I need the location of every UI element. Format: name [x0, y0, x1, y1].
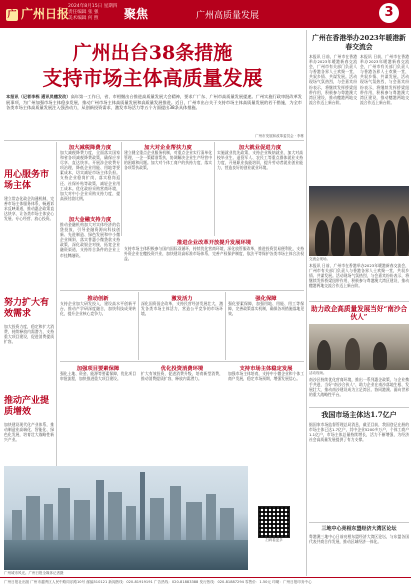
column-2-text: 推动金融机构加大对实体经济的信贷投放，引导金融资源向科技创新、先进制造、绿色发展和中小微企业倾斜，落实普惠小微贷款支持政策，深化政银企对接，拓宽企业融资渠道，支持符合条件的企业上市挂牌融资。: [60, 222, 120, 258]
sidebar-text-1: 建立常态化政企沟通机制，完善市场主体服务体系，畅通诉求反映渠道，推动惠企政策直达快享，让各类市场主体安心发展、专心经营、放心投资。: [4, 196, 54, 222]
column-3-heading: 加大对企业帮扶力度: [144, 145, 192, 151]
story-4-text: 粤港澳三地中心日前亮相东盟经济大湾区论坛，与东盟各国代表共商合作发展，推动区域经济一体化。: [309, 534, 409, 545]
bottom-2-text: 扩大有效投资，促进消费升级，培育新型消费，推动消费提质扩容，释放内需潜力。: [141, 371, 223, 382]
divider: [60, 290, 304, 291]
sub-1-text: 支持企业加大研发投入，建设高水平创新平台，推动产学研深度融合，加快科技成果转化，提升企业核心竞争力。: [60, 301, 136, 317]
sub-2-text: 深化国资国企改革，支持民营经济发展壮大，激发各类市场主体活力，营造公平竞争的市场环境。: [141, 301, 223, 317]
story-1-text-cont: 本报讯 日前，广州市在香港举办2023年暖港新春交流会，广州市有关部门负责人与香港各界人士欢聚一堂，共叙乡情、共谋发展。活动现场气氛热烈，与会嘉宾纷纷表示，将继续发挥桥梁纽带作用，积极参与粤港澳大湾区建设，推动穗港两地交流合作迈上新台阶。: [309, 263, 409, 289]
city-photo-caption: 广州城市风光。广州日报全媒体记者摄: [4, 571, 64, 575]
bottom-3-text: 加强市场主体培育，支持中小微企业和个体工商户发展，稳定市场预期，增强发展信心。: [228, 371, 304, 382]
sidebar-title-2: 努力扩大有效需求: [4, 298, 50, 319]
story-2-text: 南沙区持续优化营商环境，推出一系列惠企政策，与企业携手共进，当好“南沙合伙人”，助力企业在南沙落地生根、发展壮大，推动南沙建设成为立足湾区、协同港澳、面向世界的重大战略性平台。: [309, 377, 409, 398]
sub-2-heading: 激发活力: [171, 296, 193, 302]
story-3-text: 据国家市场监督管理总局消息，截至目前，我国登记在册的市场主体已达1.7亿户，其中企业5200多万户，个体工商户1.1亿户，市场主体总量持续增长，活力不断增强，为经济社会高质量发展提供了有力支撑。: [309, 422, 409, 443]
logo-badge-icon: 广: [7, 9, 17, 20]
divider: [4, 140, 304, 141]
right-column-divider: [306, 30, 307, 576]
middle-heading: 推进企业改革开放提升发展环境: [176, 240, 252, 246]
column-1-text: 加大减税降费力度，全面落实国家和省各项减税降费政策，确保应享尽享、直达快享。开展涉企收费专项治理，降低企业用能、用地等要素成本，切实减轻市场主体负担。支持企业稳岗扩岗，落实稳岗返还、社保补贴等政策，减轻企业用工成本。优化政府采购营商环境，加大对中小企业采购支持力度，提高预付款比例。: [60, 150, 120, 201]
bottom-1-text: 强化土地、资金、能源等要素保障，优化项目审批流程，加快推进重大项目建设。: [60, 371, 136, 382]
page-number: 3: [379, 3, 399, 23]
lead-byline: 本报讯（记者李栋 通讯员穗发改）: [6, 94, 71, 99]
column-1-heading: 加大减税降费力度: [68, 145, 112, 151]
bottom-1-heading: 加强项目要素保障: [76, 366, 120, 372]
masthead-editor: 责任编辑 张 强: [68, 10, 99, 15]
divider: [309, 407, 409, 408]
qr-code-icon: [258, 506, 290, 538]
column-divider: [121, 142, 122, 236]
story-1-title: 广州在香港举办2023年暖港新春交流会: [312, 34, 406, 51]
column-divider: [225, 292, 226, 360]
lead-paragraph: [6, 94, 302, 134]
sidebar-text-3: 加快建设现代化产业体系，推动制造业高端化、智能化、绿色化发展，培育壮大战略性新兴产业。: [4, 422, 54, 443]
masthead-designer: 美术编辑 何 煦: [68, 16, 99, 21]
bottom-2-heading: 优化投资消费环境: [160, 366, 204, 372]
masthead-date: 2024年8月15日 星期四: [68, 4, 118, 9]
sub-1-heading: 推动创新: [87, 296, 109, 302]
column-divider: [214, 142, 215, 236]
lead-source: 广州市发展和改革委员会 · 李栋: [255, 134, 304, 138]
column-4-heading: 加大就业促进力度: [238, 145, 282, 151]
sidebar-divider: [56, 142, 57, 480]
story-4-title: 三地中心亮相东盟经济大湾区论坛: [321, 526, 397, 532]
qr-caption: 扫码看更多: [265, 538, 283, 542]
divider: [60, 361, 304, 362]
page-footer: 广州日报社出版 广州市越秀区人民中路同乐路10号 邮编510121 新闻热线：020-81919191 广告热线：020-81883388 发行热线：020-81887294 零售价：1.50元 印刷：广州日报印务中心: [0, 577, 411, 587]
story-1-text-a: 本报讯 日前，广州市在香港举办2023年暖港新春交流会，广州市有关部门负责人与香港各界人士欢聚一堂，共叙乡情、共谋发展。活动现场气氛热烈，与会嘉宾纷纷表示，将继续发挥桥梁纽带作用，积极参与粤港澳大湾区建设，推动穗港两地交流合作迈上新台阶。: [309, 54, 357, 105]
masthead: [0, 0, 411, 28]
story-2-photo-caption: 活动现场。: [309, 371, 327, 375]
story-2-title: 助力政企高质量发展当好“南沙合伙人”: [310, 305, 408, 322]
exchange-meeting-photo: [309, 186, 409, 256]
divider: [309, 301, 409, 302]
city-skyline-photo: [4, 466, 248, 570]
sidebar-title-1: 用心服务市场主体: [4, 170, 50, 191]
lead-text: 高年第一工作日，省、市相继出台推进高质量发展大会精神，要求广广东、广州市高质量发展提速。广州实施行政审批改革发展事项，为广州加强市场主体稳步发展，推动广州市场主体高质量发展和高质量发展推进。近日，广州市出台关于支持市场主体高质量发展的若干措施，为全市各类市场主体高质量发展注入强劲动力，从创新投资需求、激发市场活力等五个方面提出38条具体措施。: [6, 94, 302, 111]
section-subtitle: 广州高质量发展: [196, 11, 260, 21]
column-3-text: 建立健全重点企业服务机制，对重点企业实行清单化管理，一企一策精准帮扶，协调解决企业生产经营中的困难和问题。加大对个体工商户的扶持力度，落实各项帮扶政策。: [124, 150, 212, 171]
column-4-text: 实施就业优先政策，支持企业吸纳就业，加大对高校毕业生、退役军人、农民工等重点群体就业支持力度，开展职业技能培训，提升劳动者就业创业能力，营造良好的创业就业环境。: [217, 150, 303, 171]
story-1-photo-caption: 交流会现场。: [309, 257, 330, 261]
newspaper-logo: 广 广州日报: [7, 7, 70, 21]
sidebar-text-2: 加大投资力度，稳定和扩大消费，持续释放内需潜力，支持重大项目建设，促进消费提质扩容。: [4, 324, 54, 345]
sidebar-title-3: 推动产业提质增效: [4, 396, 50, 417]
masthead-info: [68, 4, 117, 22]
section-title: 聚焦: [124, 7, 149, 21]
middle-text: 支持市场主体积极参与国内国际双循环，持续优化营商环境，深化放管服改革，推进投资贸易便利化，支持外资企业在穗投资兴业，加快建设高标准市场体系，完善产权保护制度，依法平等保护各类市场主体合法权益。: [124, 246, 304, 262]
sub-3-heading: 强化保障: [255, 296, 277, 302]
headline-line1: 广州出台38条措施: [72, 42, 233, 64]
headline-line2: 支持市场主体高质量发展: [42, 66, 263, 90]
story-3-title: 我国市场主体达1.7亿户: [321, 410, 397, 419]
nansha-partner-photo: [309, 324, 409, 370]
column-2-heading: 加大金融支持力度: [68, 217, 112, 223]
column-divider: [138, 292, 139, 360]
divider: [309, 522, 409, 523]
bottom-3-heading: 支持市场主体稳定发展: [239, 366, 293, 372]
story-1-text-b: 本报讯 日前，广州市在香港举办2023年暖港新春交流会，广州市有关部门负责人与香港各界人士欢聚一堂，共叙乡情、共谋发展。活动现场气氛热烈，与会嘉宾纷纷表示，将继续发挥桥梁纽带作用，积极参与粤港澳大湾区建设，推动穗港两地交流合作迈上新台阶。: [360, 54, 409, 105]
sub-3-text: 强化要素保障，加强用地、用能、用工等保障，完善政策落实机制，确保各项措施落地见效。: [228, 301, 304, 317]
